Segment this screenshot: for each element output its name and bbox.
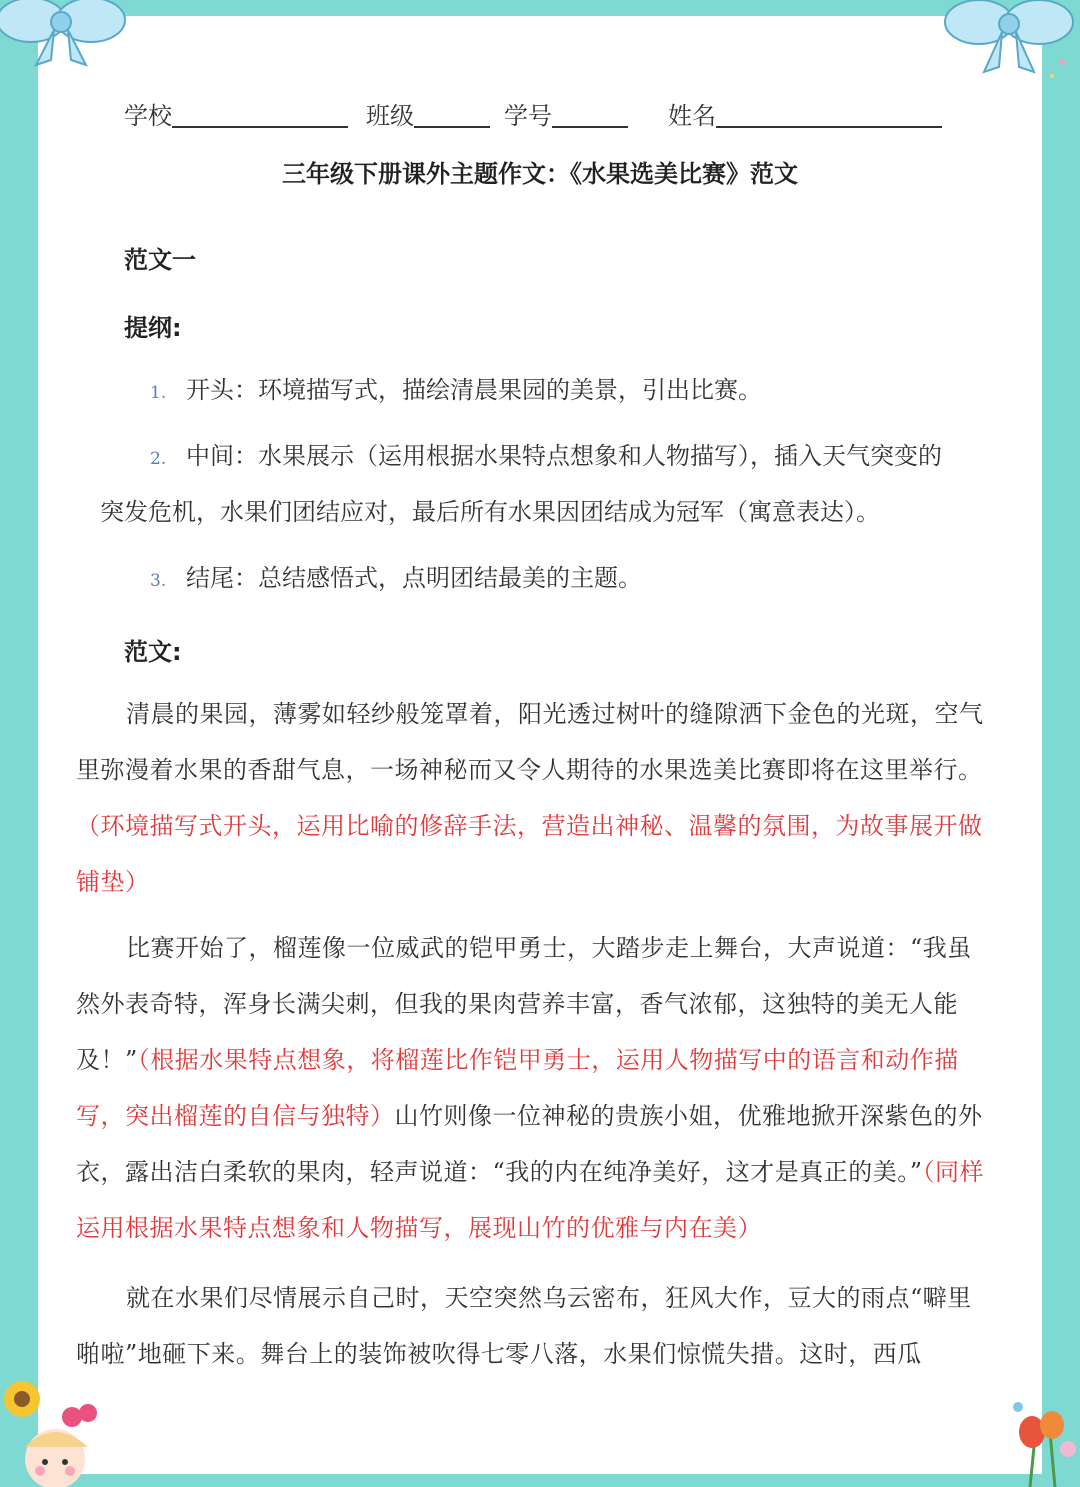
annotation-note: （环境描写式开头，运用比喻的修辞手法，营造出神秘、温馨的氛围，为故事展开做铺垫） — [76, 812, 983, 896]
essay-paragraph-3 — [76, 1270, 988, 1382]
outline-text: 开头：环境描写式，描绘清晨果园的美景，引出比赛。 — [186, 376, 762, 404]
outline-heading: 提纲: — [124, 314, 182, 342]
outline-text: 结尾：总结感悟式，点明团结最美的主题。 — [186, 564, 642, 592]
essay-paragraph-2 — [76, 920, 988, 1256]
annotation-note: （根据水果特点想象，将榴莲比作铠甲勇士，运用人物描写中的语言和动作描写，突出榴莲的自信与独特） — [76, 1046, 959, 1130]
name-field[interactable] — [668, 96, 942, 131]
outline-item-2-continued: 突发危机，水果们团结应对，最后所有水果因团结成为冠军（寓意表达）。 — [100, 498, 880, 526]
page-title: 三年级下册课外主题作文：《水果选美比赛》范文 — [282, 160, 798, 188]
class-label: 班级 — [366, 102, 414, 130]
paragraph-text: 清晨的果园，薄雾如轻纱般笼罩着，阳光透过树叶的缝隙洒下金色的光斑，空气里弥漫着水果的香甜气息，一场神秘而又令人期待的水果选美比赛即将在这里举行。 — [76, 700, 984, 784]
annotation-note: （同样运用根据水果特点想象和人物描写，展现山竹的优雅与内在美） — [76, 1158, 985, 1242]
student-info-row — [124, 96, 950, 136]
student-number-blank[interactable] — [552, 96, 628, 128]
class-blank[interactable] — [414, 96, 490, 128]
bow-icon — [944, 0, 1074, 82]
essay-heading: 范文: — [124, 638, 182, 666]
bow-icon — [0, 0, 126, 70]
sunflower-girl-icon — [0, 1377, 110, 1487]
outline-item-1 — [150, 362, 762, 421]
essay-paragraph-1 — [76, 686, 988, 910]
outline-number: 1. — [150, 383, 167, 403]
paragraph-text: 比赛开始了，榴莲像一位威武的铠甲勇士，大踏步走上舞台，大声说道：“我虽然外表奇特，浑身长满尖刺，但我的果肉营养丰富，香气浓郁，这独特的美无人能及！” — [76, 934, 972, 1074]
outline-number: 2. — [150, 449, 167, 469]
school-field[interactable] — [124, 96, 348, 131]
class-field[interactable] — [366, 96, 490, 131]
section-heading: 范文一 — [124, 246, 196, 274]
name-label: 姓名 — [668, 102, 716, 130]
student-number-field[interactable] — [504, 96, 628, 131]
school-label: 学校 — [124, 102, 172, 130]
name-blank[interactable] — [716, 96, 942, 128]
outline-number: 3. — [150, 571, 167, 591]
student-number-label: 学号 — [504, 102, 552, 130]
flowers-icon — [990, 1377, 1080, 1487]
outline-item-3 — [150, 550, 642, 609]
school-blank[interactable] — [172, 96, 348, 128]
paragraph-text: 就在水果们尽情展示自己时，天空突然乌云密布，狂风大作，豆大的雨点“噼里啪啦”地砸下来。舞台上的装饰被吹得七零八落，水果们惊慌失措。这时，西瓜 — [76, 1284, 972, 1368]
paragraph-text: 山竹则像一位神秘的贵族小姐，优雅地掀开深紫色的外衣，露出洁白柔软的果肉，轻声说道：“我的内在纯净美好，这才是真正的美。” — [76, 1102, 983, 1186]
outline-text: 中间：水果展示（运用根据水果特点想象和人物描写），插入天气突变的 — [186, 442, 942, 470]
outline-item-2 — [150, 428, 942, 487]
